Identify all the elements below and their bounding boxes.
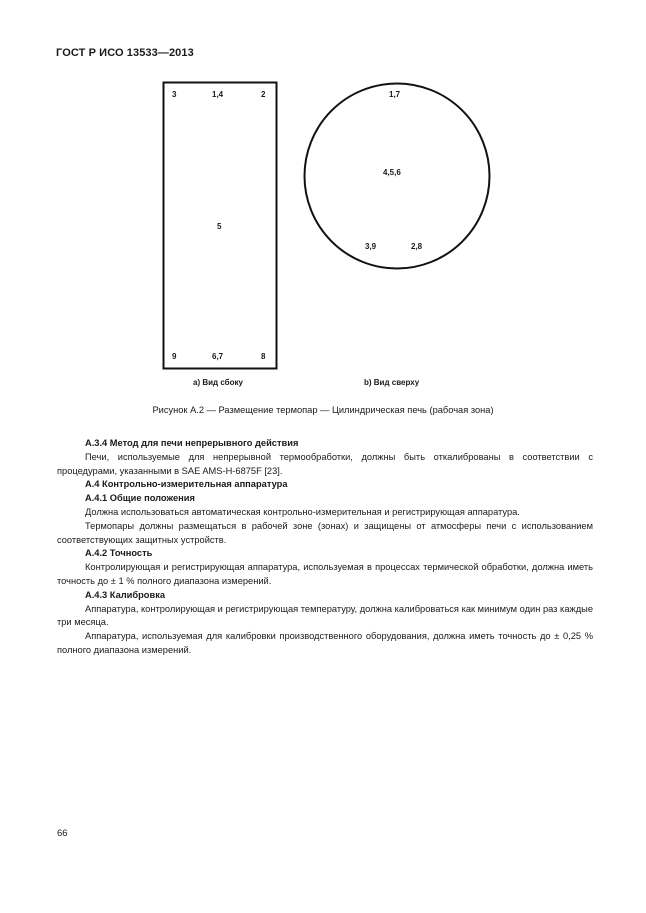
side-label-middle: 5: [217, 222, 222, 231]
top-label-center: 4,5,6: [383, 168, 401, 177]
top-view-caption: b) Вид сверху: [364, 378, 420, 387]
top-label-top: 1,7: [389, 90, 401, 99]
side-label-bottom-center: 6,7: [212, 352, 224, 361]
side-label-top-left: 3: [172, 90, 177, 99]
section-a41-heading: А.4.1 Общие положения: [85, 493, 195, 504]
section-a43-text-1: Аппаратура, контролирующая и регистрирующая температуру, должна калиброваться как минимум один раз каждые три месяца.: [57, 603, 593, 628]
top-label-bottom-left: 3,9: [365, 242, 377, 251]
section-a42-text: Контролирующая и регистрирующая аппаратура, используемая в процессах термической обработки, должна иметь точность до ± 1 % полного диапазона измерений.: [57, 562, 593, 586]
side-label-bottom-right: 8: [261, 352, 266, 361]
section-a41-text-2: Термопары должны размещаться в рабочей зоне (зонах) и защищены от атмосферы печи с использованием соответствующих защитных устройств.: [57, 520, 593, 545]
side-label-bottom-left: 9: [172, 352, 177, 361]
section-a34-heading: А.3.4 Метод для печи непрерывного действия: [85, 438, 299, 448]
section-a43-text-2: Аппаратура, используемая для калибровки производственного оборудования, должна иметь точность до ± 0,25 % полного диапазона измерений.: [57, 631, 593, 655]
page-number: 66: [57, 828, 68, 839]
section-a34-text: Печи, используемые для непрерывной термообработки, должны быть откалиброваны в соответствии с процедурами, указанными в SAE AMS-H-6875F [23].: [57, 451, 593, 476]
body-text: [57, 437, 593, 658]
section-a43-heading: А.4.3 Калибровка: [85, 589, 166, 600]
document-header: ГОСТ Р ИСО 13533—2013: [56, 47, 194, 59]
figure-drawing: [0, 0, 646, 400]
section-a4-heading: А.4 Контрольно-измерительная аппаратура: [85, 479, 288, 490]
top-label-bottom-right: 2,8: [411, 242, 423, 251]
figure-caption: Рисунок А.2 — Размещение термопар — Цилиндрическая печь (рабочая зона): [152, 405, 494, 415]
section-a42-heading: А.4.2 Точность: [85, 548, 153, 559]
side-view-caption: а) Вид сбоку: [193, 378, 243, 387]
side-label-top-right: 2: [261, 90, 266, 99]
side-label-top-center: 1,4: [212, 90, 224, 99]
section-a41-text-1: Должна использоваться автоматическая контрольно-измерительная и регистрирующая аппаратура.: [85, 506, 520, 517]
